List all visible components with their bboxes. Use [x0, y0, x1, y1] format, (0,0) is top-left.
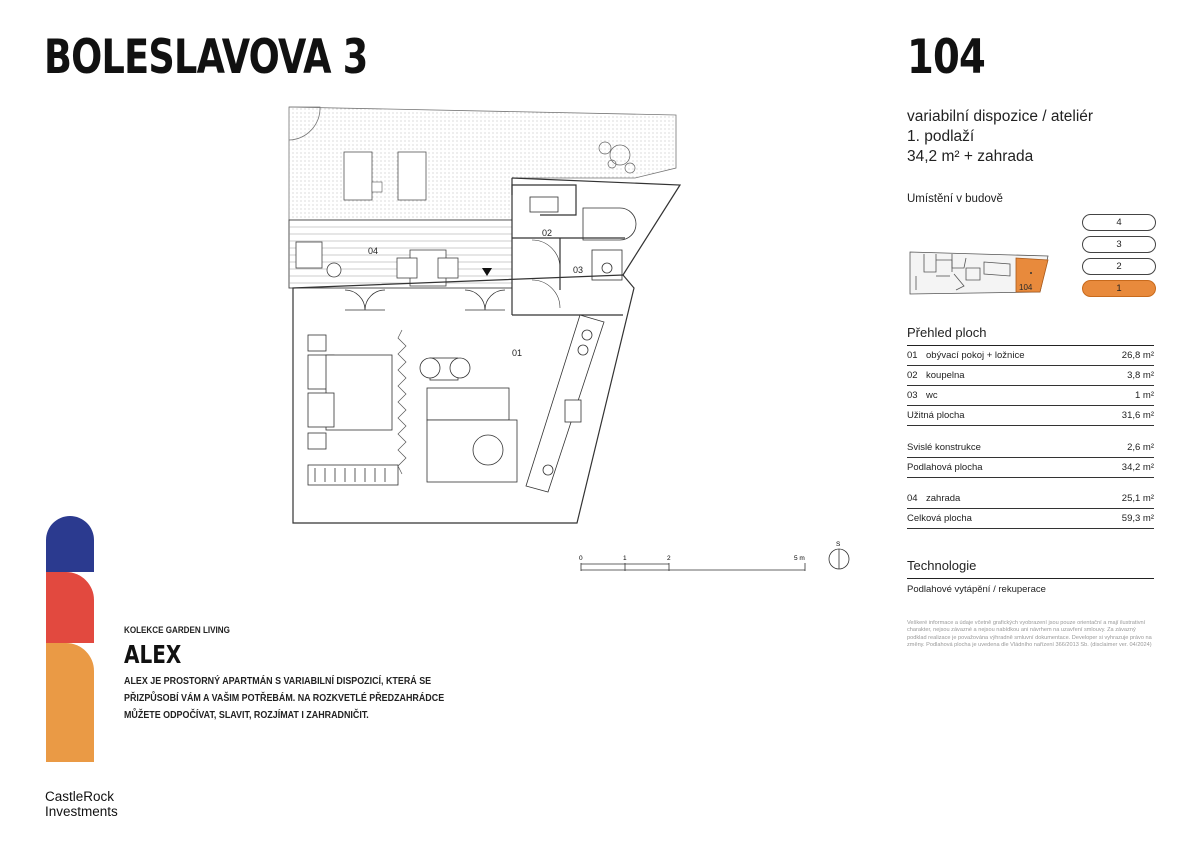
area-row [907, 366, 1154, 386]
scale-label-2: 2 [667, 555, 671, 562]
floor-3-button[interactable]: 3 [1082, 236, 1156, 253]
floor-plan [280, 100, 860, 580]
scale-bar [579, 555, 805, 571]
area-row-total [907, 509, 1154, 529]
technology-rule [907, 578, 1154, 579]
area-row-label: Podlahová plocha [907, 462, 983, 473]
scale-label-1: 1 [623, 555, 627, 562]
brand-logo [45, 789, 118, 819]
collection-name: ALEX [124, 640, 182, 669]
area-row-label: obývací pokoj + ložnice [926, 350, 1025, 361]
north-arrow-icon [829, 541, 849, 569]
area-row-label: Užitná plocha [907, 410, 965, 421]
area-row-number: 01 [907, 350, 918, 361]
brand-name-line1: CastleRock [45, 789, 115, 804]
unit-floor: 1. podlaží [907, 128, 975, 145]
living-furniture [420, 358, 517, 482]
unit-type: variabilní dispozice / ateliér [907, 108, 1094, 125]
unit-highlight-label: 104 [1019, 283, 1033, 292]
area-row [907, 346, 1154, 366]
garden-area [289, 107, 676, 220]
building-minimap [906, 246, 1056, 300]
technology-text: Podlahové vytápění / rekuperace [907, 584, 1046, 595]
area-row-label: zahrada [926, 493, 961, 504]
area-row-total [907, 458, 1154, 478]
collection-description: ALEX JE PROSTORNÝ APARTMÁN S VARIABILNÍ DISPOZICÍ, KTERÁ SE PŘIZPŮSOBÍ VÁM A VAŠIM POTŘEBÁM. NA ROZKVETLÉ PŘEDZAHRÁDCE MŮŽETE ODPOČÍVAT, SLAVIT, ROZJÍMAT I ZAHRADNIČIT. [124, 675, 445, 721]
collection-label: KOLEKCE GARDEN LIVING [124, 625, 230, 636]
terrace-doors [345, 290, 505, 310]
scale-label-5m: 5 m [794, 555, 805, 562]
area-row-number: 02 [907, 370, 918, 381]
area-row-label: Celková plocha [907, 513, 972, 524]
area-row [907, 489, 1154, 509]
project-title: BOLESLAVOVA 3 [44, 30, 368, 85]
unit-area: 34,2 m² + zahrada [907, 148, 1034, 165]
area-row-value: 25,1 m² [1121, 493, 1154, 504]
unit-number: 104 [907, 30, 985, 85]
disclaimer: Veškeré informace a údaje včetně grafických vyobrazení jsou pouze orientační a mají ilustrativní charakter, nejsou závazné a nejsou nabídkou ani návrhem na uzavření smlouvy. Za závazný podklad realizace je považována výhradně smluvní dokumentace. Developer si vyhrazuje právo na změny. Podlahová plocha je uvedena dle Vládního nařízení 366/2013 Sb. (disclaimer ver. 04/2024) [907, 620, 1152, 649]
area-row-value: 34,2 m² [1121, 462, 1154, 473]
area-row-label: koupelna [926, 370, 965, 381]
area-row [907, 438, 1154, 458]
floor-4-button[interactable]: 4 [1082, 214, 1156, 231]
area-row-label: wc [926, 390, 938, 401]
area-row-number: 04 [907, 493, 918, 504]
terrace-deck [289, 220, 512, 288]
room-label-03: 03 [573, 265, 584, 275]
area-row [907, 386, 1154, 406]
areas-heading: Přehled ploch [907, 325, 987, 340]
kitchen-unit [526, 315, 604, 492]
north-label: S [836, 541, 841, 548]
bedroom-furniture [308, 335, 398, 485]
brand-stripes [46, 516, 94, 762]
room-label-01: 01 [512, 348, 523, 358]
area-row-value: 3,8 m² [1127, 370, 1154, 381]
area-row-total [907, 406, 1154, 426]
room-divider [398, 330, 406, 474]
technology-heading: Technologie [907, 558, 977, 573]
area-row-value: 2,6 m² [1127, 442, 1154, 453]
room-label-04: 04 [368, 246, 379, 256]
brand-name-line2: Investments [45, 804, 118, 819]
area-row-label: Svislé konstrukce [907, 442, 981, 453]
area-row-value: 59,3 m² [1121, 513, 1154, 524]
area-row-value: 31,6 m² [1121, 410, 1154, 421]
area-row-value: 1 m² [1135, 390, 1154, 401]
room-label-02: 02 [542, 228, 553, 238]
floor-2-button[interactable]: 2 [1082, 258, 1156, 275]
area-row-value: 26,8 m² [1121, 350, 1154, 361]
scale-label-0: 0 [579, 555, 583, 562]
area-row-number: 03 [907, 390, 918, 401]
floor-1-button[interactable]: 1 [1082, 280, 1156, 297]
location-heading: Umístění v budově [907, 193, 1003, 205]
